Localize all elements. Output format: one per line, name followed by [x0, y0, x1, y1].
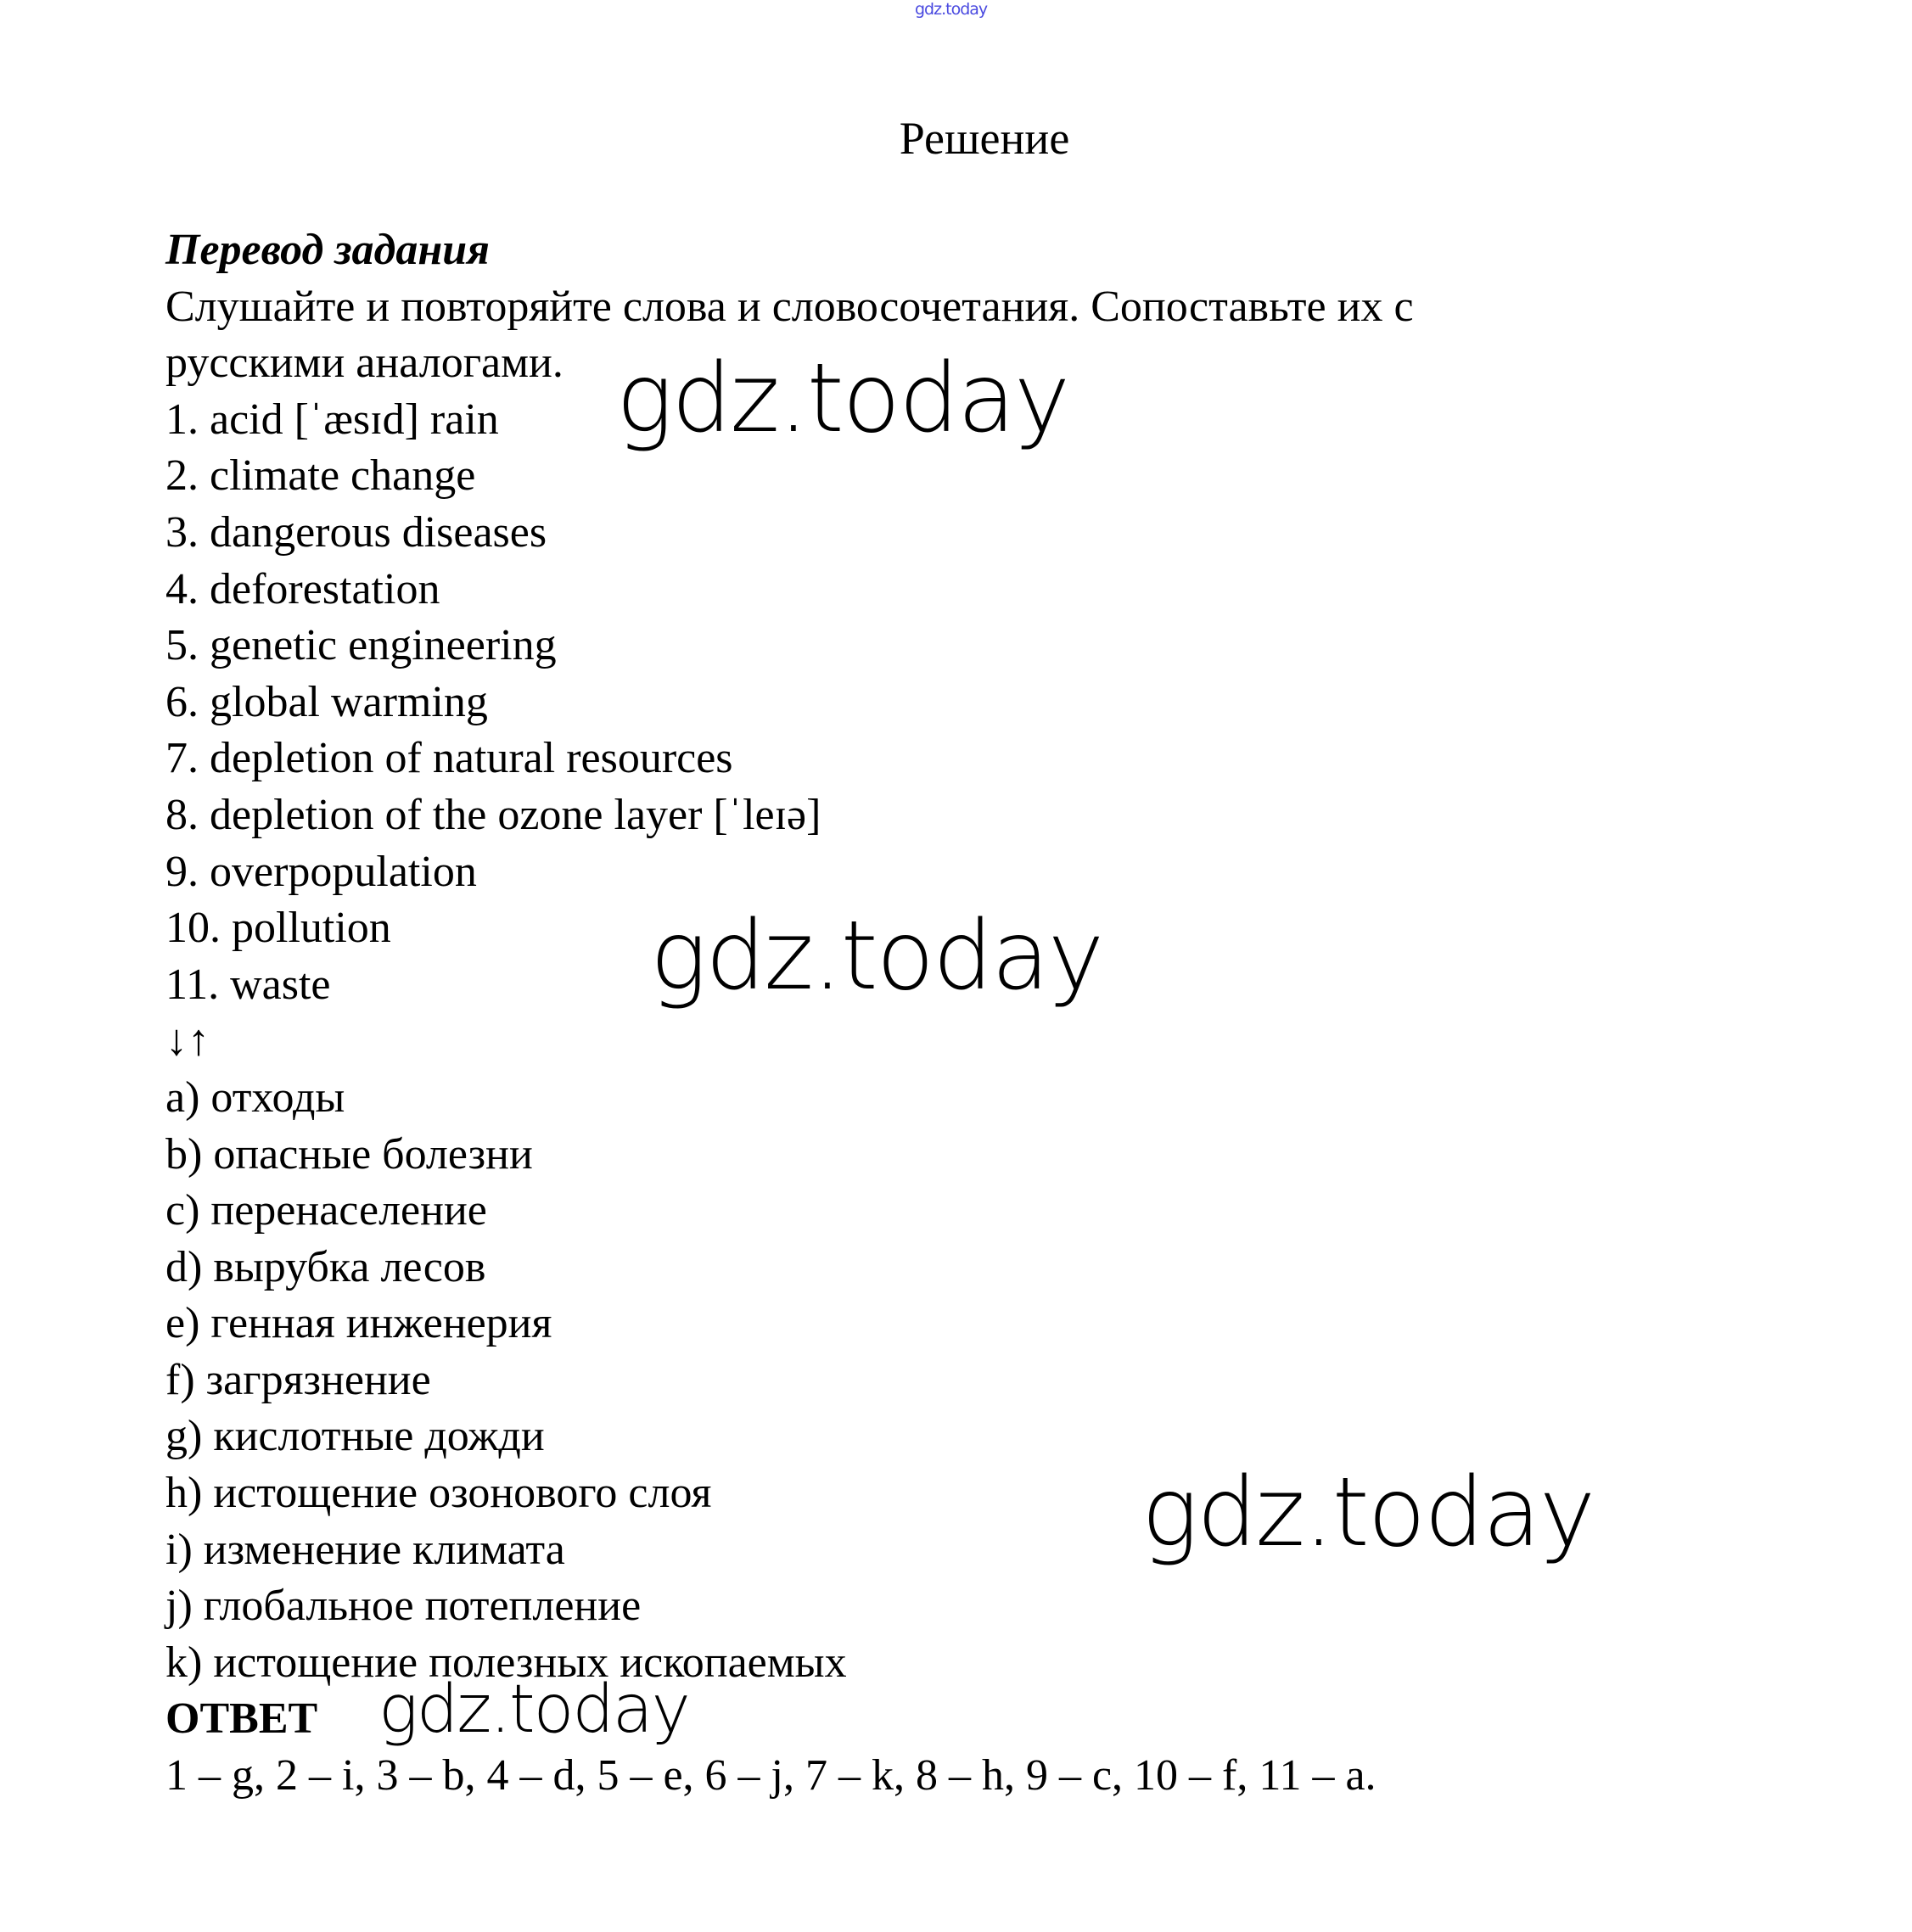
list-item: 4. deforestation: [165, 564, 440, 613]
translation-item: j) глобальное потепление: [165, 1582, 642, 1631]
translation-item: e) генная инженерия: [165, 1299, 552, 1348]
list-item: 11. waste: [165, 960, 331, 1009]
answer-heading: ОТВЕТ: [165, 1694, 318, 1744]
list-item: 2. climate change: [165, 451, 476, 501]
list-item: 10. pollution: [165, 904, 391, 953]
arrows-icon: ↓↑: [165, 1016, 210, 1066]
intro-line: Слушайте и повторяйте слова и словосочетания. Сопоставьте их с: [165, 282, 1414, 331]
list-item: 6. global warming: [165, 677, 488, 726]
translation-item: f) загрязнение: [165, 1355, 431, 1404]
list-item: 3. dangerous diseases: [165, 507, 547, 557]
translation-item: b) опасные болезни: [165, 1129, 533, 1179]
list-item: 1. acid [ˈæsɪd] rain: [165, 395, 499, 444]
translation-item: h) истощение озонового слоя: [165, 1469, 712, 1518]
watermark: gdz.today: [650, 901, 1103, 1011]
list-item: 9. overpopulation: [165, 847, 477, 896]
watermark: gdz.today: [1141, 1458, 1595, 1568]
watermark: gdz.today: [616, 344, 1069, 454]
translation-item: a) отходы: [165, 1072, 345, 1122]
page-title: Решение: [899, 113, 1070, 164]
translation-item: g) кислотные дожди: [165, 1412, 545, 1461]
translation-item: c) перенаселение: [165, 1186, 487, 1235]
answer-text: 1 – g, 2 – i, 3 – b, 4 – d, 5 – e, 6 – j, 7 – k, 8 – h, 9 – c, 10 – f, 11 – a.: [165, 1751, 1377, 1800]
watermark: gdz.today: [378, 1672, 689, 1748]
watermark-top: gdz.today: [915, 0, 988, 19]
section-heading: Перевод задания: [165, 226, 490, 274]
list-item: 5. genetic engineering: [165, 621, 557, 670]
translation-item: k) истощение полезных ископаемых: [165, 1638, 847, 1687]
list-item: 8. depletion of the ozone layer [ˈleɪə]: [165, 790, 821, 839]
intro-line: русскими аналогами.: [165, 339, 564, 388]
list-item: 7. depletion of natural resources: [165, 734, 733, 783]
translation-item: i) изменение климата: [165, 1525, 565, 1574]
translation-item: d) вырубка лесов: [165, 1242, 486, 1291]
